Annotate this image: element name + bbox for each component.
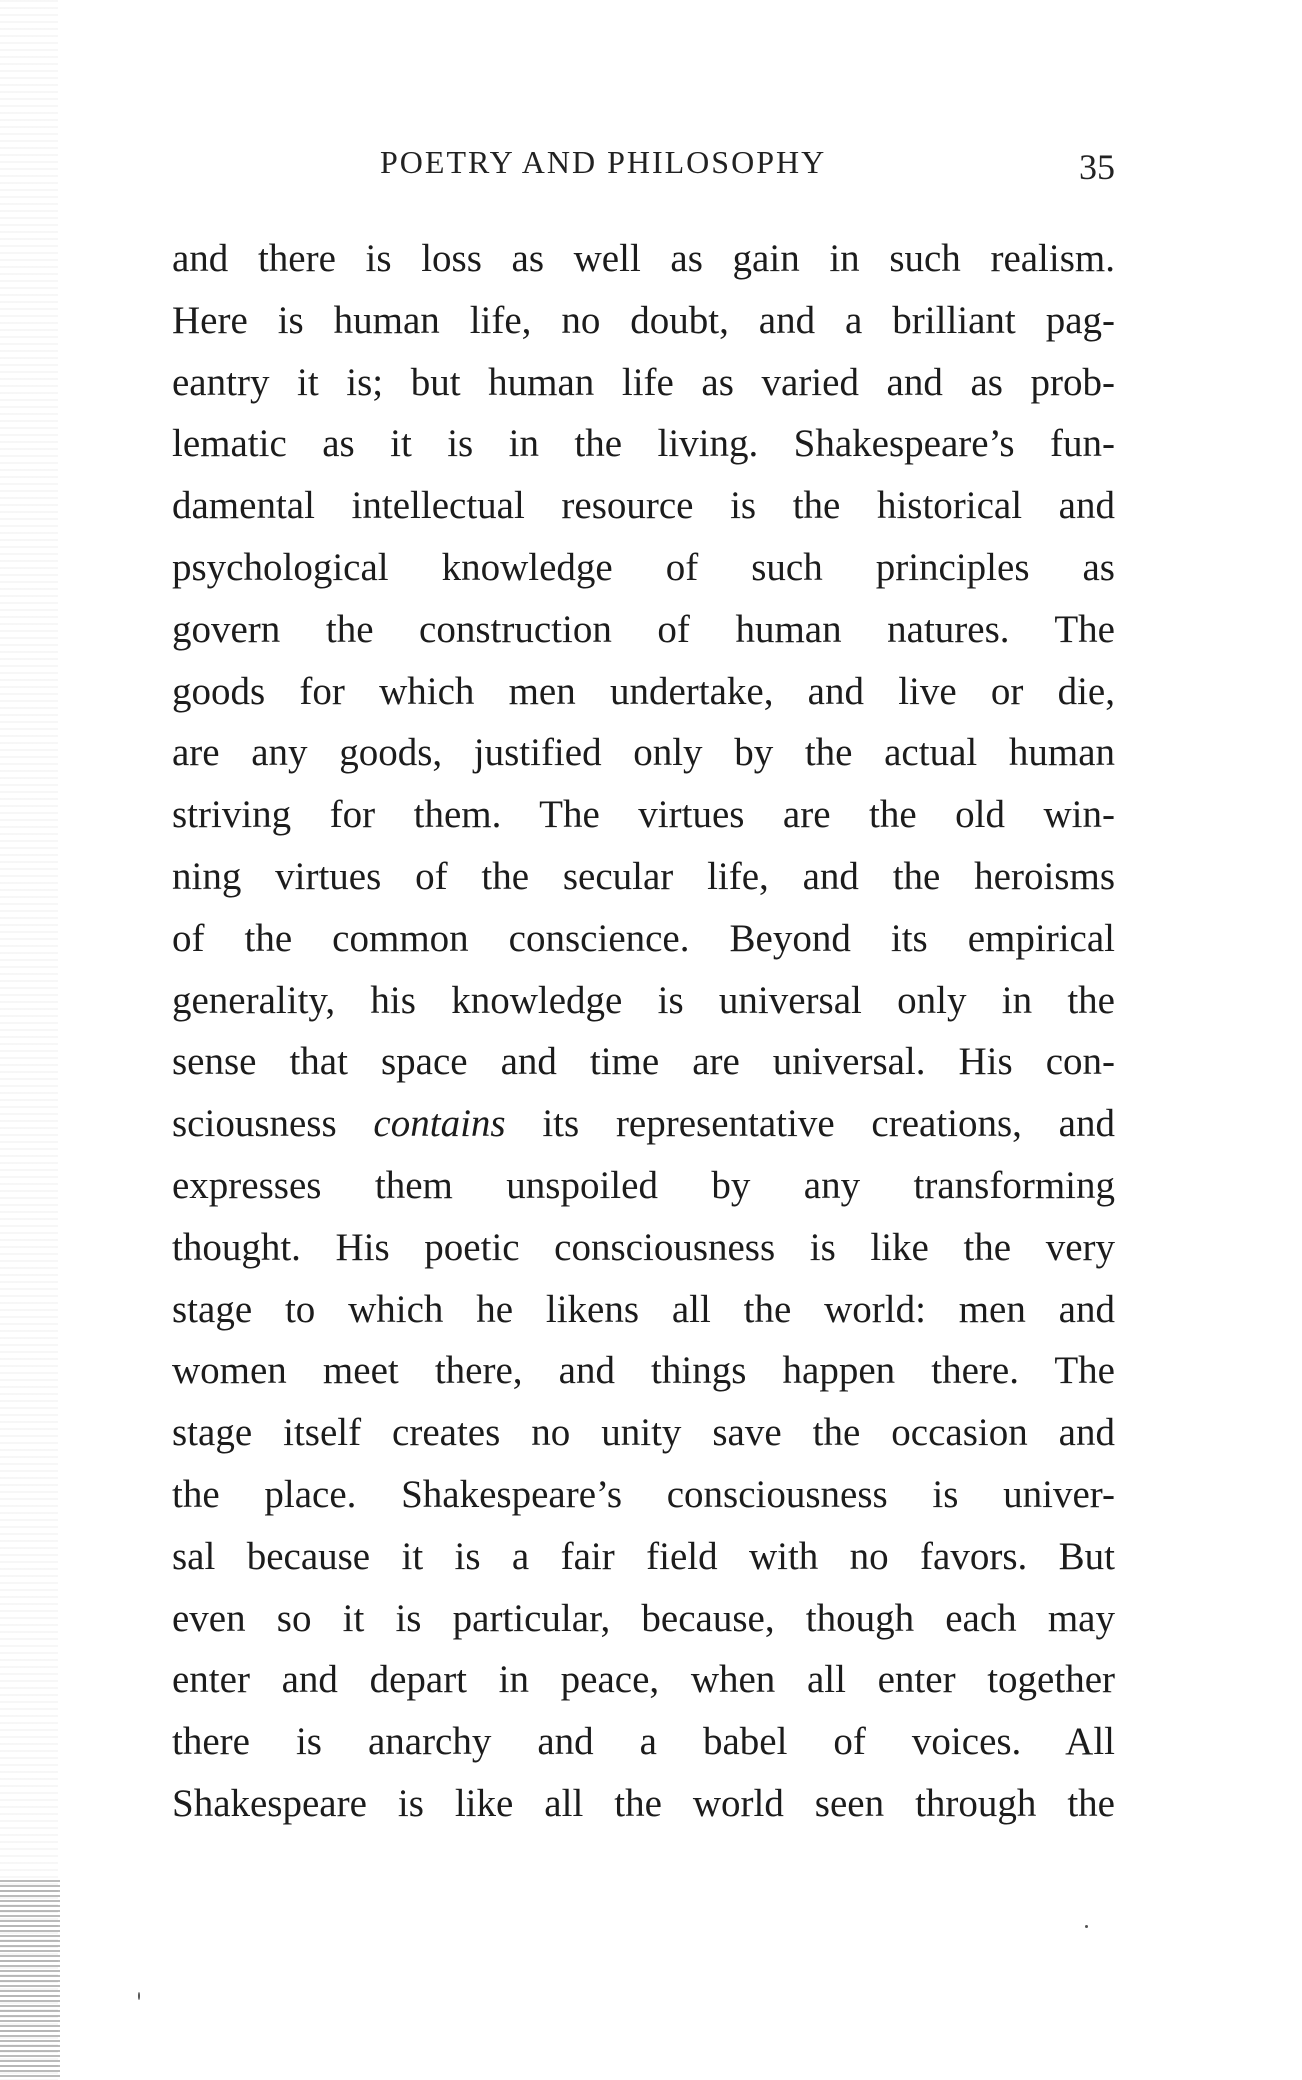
text-line: damental intellectual resource is the historical and <box>172 484 1115 528</box>
text-line: thought. His poetic consciousness is like the very <box>172 1225 1115 1269</box>
text-line: lematic as it is in the living. Shakespeare’s fun- <box>172 422 1115 466</box>
text-line: enter and depart in peace, when all enter together <box>172 1658 1115 1702</box>
text-line: there is anarchy and a babel of voices. All <box>172 1720 1115 1764</box>
text-line: Here is human life, no doubt, and a brilliant pag- <box>172 298 1115 342</box>
text-line: striving for them. The virtues are the old win- <box>172 793 1115 837</box>
text-line: stage itself creates no unity save the occasion and <box>172 1411 1115 1455</box>
text-segment: its representative creations, and <box>505 1102 1115 1146</box>
text-line: the place. Shakespeare’s consciousness is univer- <box>172 1472 1115 1516</box>
text-line: are any goods, justified only by the actual human <box>172 731 1115 775</box>
text-line: even so it is particular, because, though each may <box>172 1596 1115 1640</box>
text-line: stage to which he likens all the world: men and <box>172 1287 1115 1331</box>
text-line: govern the construction of human natures. The <box>172 607 1115 651</box>
text-line: ning virtues of the secular life, and the heroisms <box>172 854 1115 898</box>
body-text <box>172 228 1115 1835</box>
running-head-title: POETRY AND PHILOSOPHY <box>380 144 827 180</box>
text-line: generality, his knowledge is universal only in the <box>172 978 1115 1022</box>
text-line: sense that space and time are universal. His con- <box>172 1040 1115 1084</box>
page-edge-scan-noise <box>0 1880 60 2080</box>
text-line-with-italic <box>172 1093 1115 1155</box>
text-line: of the common conscience. Beyond its empirical <box>172 916 1115 960</box>
text-line: eantry it is; but human life as varied and as prob- <box>172 360 1115 404</box>
text-line: sal because it is a fair field with no favors. But <box>172 1534 1115 1578</box>
text-line: goods for which men undertake, and live or die, <box>172 669 1115 713</box>
page-number: 35 <box>1079 147 1115 187</box>
text-line: and there is loss as well as gain in such realism. <box>172 237 1115 280</box>
text-line: Shakespeare is like all the world seen through the <box>172 1781 1115 1825</box>
running-head <box>170 140 1115 190</box>
scan-speck <box>138 1992 140 2000</box>
scan-speck <box>1085 1925 1088 1928</box>
text-segment: sciousness <box>172 1102 374 1146</box>
italic-emphasis: contains <box>373 1102 506 1146</box>
text-line: women meet there, and things happen there. The <box>172 1349 1115 1393</box>
page-gutter-shadow <box>0 0 58 2080</box>
text-line: expresses them unspoiled by any transforming <box>172 1163 1115 1207</box>
text-line: psychological knowledge of such principles as <box>172 545 1115 589</box>
